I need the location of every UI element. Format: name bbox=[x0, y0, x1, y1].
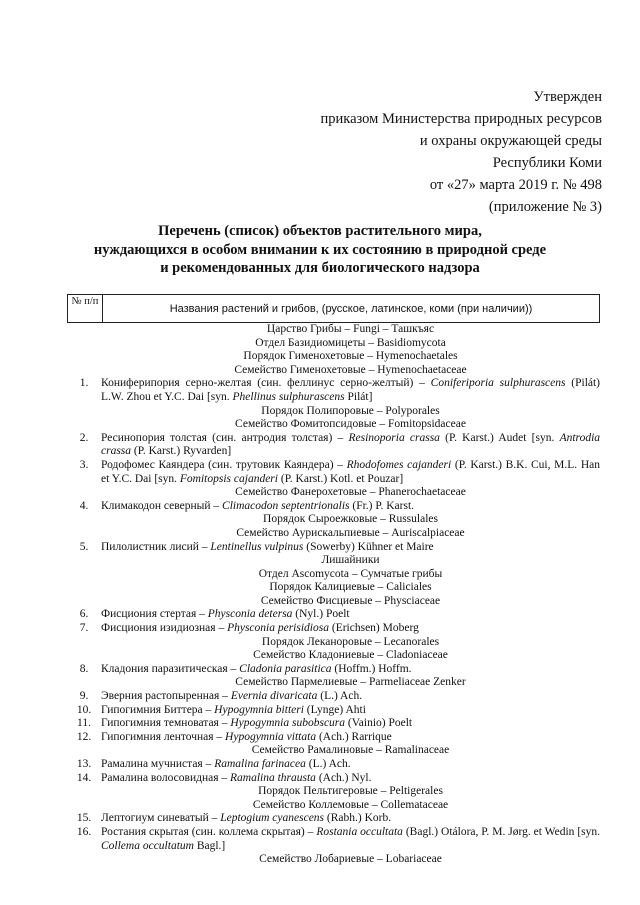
name-text: (Hoffm.) Hoffm. bbox=[331, 662, 412, 675]
species-row bbox=[67, 826, 600, 853]
taxon-group-row bbox=[67, 350, 600, 364]
species-row bbox=[67, 459, 600, 486]
row-number bbox=[67, 405, 101, 419]
row-number: 14. bbox=[76, 771, 92, 784]
latin-name: Ramalina farinacea bbox=[214, 758, 306, 770]
latin-name: Fomitopsis cajanderi bbox=[179, 472, 278, 485]
name-text: Pilát] bbox=[344, 390, 373, 403]
latin-name: Physconia perisidiosa bbox=[227, 622, 329, 635]
approval-line: от «27» марта 2019 г. № 498 bbox=[429, 177, 602, 193]
taxon-group-label bbox=[101, 595, 600, 609]
name-text: Лишайники bbox=[321, 554, 380, 567]
taxon-group-row bbox=[67, 486, 600, 500]
name-text: (Sowerby) Kühner et Maire bbox=[303, 540, 434, 553]
name-text: (Lynge) Ahti bbox=[303, 703, 366, 716]
taxon-group-row bbox=[67, 418, 600, 432]
species-name bbox=[101, 663, 600, 677]
approval-line: приказом Министерства природных ресурсов bbox=[320, 111, 602, 127]
taxon-group-label bbox=[101, 486, 600, 500]
name-text: Семейство Фисциевые – Physciaceae bbox=[260, 594, 441, 607]
taxon-group-label bbox=[101, 527, 600, 541]
name-text: Климакодон северный – bbox=[101, 499, 223, 512]
latin-name: Hypogymnia bitteri bbox=[214, 703, 304, 716]
row-number bbox=[67, 418, 101, 432]
species-name bbox=[101, 812, 600, 826]
taxon-group-label bbox=[101, 418, 600, 432]
name-text: Гипогимния Биттера – bbox=[101, 703, 215, 716]
name-text: (P. Karst.) Ryvarden] bbox=[131, 445, 232, 458]
taxon-group-row bbox=[67, 513, 600, 527]
name-text: Порядок Леканоровые – Lecanorales bbox=[261, 635, 440, 648]
species-name bbox=[101, 608, 600, 622]
name-text: Семейство Коллемовые – Collemataceae bbox=[252, 798, 449, 811]
latin-name: Ramalina thrausta bbox=[230, 771, 316, 784]
row-number: 4. bbox=[79, 499, 89, 512]
approval-line: Утвержден bbox=[533, 89, 602, 105]
title-line: нуждающихся в особом внимании к их состоянию в природной среде bbox=[93, 241, 547, 258]
row-number: 3. bbox=[79, 458, 89, 471]
taxon-group-label bbox=[101, 636, 600, 650]
latin-name: Lentinellus vulpinus bbox=[210, 540, 304, 553]
taxon-group-row bbox=[67, 799, 600, 813]
taxon-group-row bbox=[67, 649, 600, 663]
name-text: (Erichsen) Moberg bbox=[328, 622, 419, 635]
row-number: 11. bbox=[77, 717, 91, 730]
name-text: (P. Karst.) Audet [syn. bbox=[439, 431, 560, 444]
taxon-group-label bbox=[101, 785, 600, 799]
header-number-cell: № п/п bbox=[68, 295, 103, 322]
name-text: Семейство Лобариевые – Lobariaceae bbox=[259, 853, 442, 866]
taxon-group-row bbox=[67, 676, 600, 690]
name-text: Гипогимния темноватая – bbox=[101, 717, 231, 730]
latin-name: Rostania occultata bbox=[316, 825, 403, 838]
species-name bbox=[101, 500, 600, 514]
taxon-group-row bbox=[67, 337, 600, 351]
species-name bbox=[101, 690, 600, 704]
species-list bbox=[67, 323, 600, 867]
approval-line: (приложение № 3) bbox=[488, 199, 602, 215]
latin-name: Collema occultatum bbox=[101, 839, 194, 852]
species-row bbox=[67, 432, 600, 459]
species-name bbox=[101, 541, 600, 555]
row-number bbox=[67, 676, 101, 690]
name-text: Порядок Пельтигеровые – Peltigerales bbox=[258, 785, 443, 798]
species-row bbox=[67, 377, 600, 404]
row-number: 15. bbox=[76, 812, 92, 825]
row-number: 2. bbox=[79, 431, 89, 444]
row-number bbox=[67, 337, 101, 351]
name-text: Фисциония стертая – bbox=[101, 608, 208, 621]
name-text: Рамалина волосовидная – bbox=[101, 771, 230, 784]
name-text: (Bagl.) Otálora, P. M. Jørg. et Wedin [syn. bbox=[402, 825, 600, 838]
species-row bbox=[67, 690, 600, 704]
header-name-cell: Названия растений и грибов, (русское, латинское, коми (при наличии)) bbox=[169, 302, 533, 315]
species-name bbox=[101, 622, 600, 636]
name-text: Родофомес Каяндера (син. трутовик Каяндера) – bbox=[101, 458, 347, 471]
species-row bbox=[67, 663, 600, 677]
species-name bbox=[101, 826, 600, 853]
latin-name: Rhodofomes cajanderi bbox=[346, 458, 452, 471]
approval-line: и охраны окружающей среды bbox=[419, 133, 602, 149]
taxon-group-row bbox=[67, 581, 600, 595]
title-line: Перечень (список) объектов растительного мира, bbox=[158, 223, 482, 239]
row-number: 10. bbox=[76, 703, 92, 716]
species-name bbox=[101, 772, 600, 786]
taxon-group-row bbox=[67, 853, 600, 867]
latin-name: Leptogium cyanescens bbox=[220, 812, 325, 825]
species-row bbox=[67, 758, 600, 772]
name-text: Кладония паразитическая – bbox=[101, 662, 240, 675]
latin-name: Phellinus sulphurascens bbox=[232, 390, 345, 403]
latin-name: Coniferiporia sulphurascens bbox=[430, 377, 566, 390]
taxon-group-label bbox=[101, 513, 600, 527]
name-text: (Vainio) Poelt bbox=[345, 717, 413, 730]
name-text: Семейство Рамалиновые – Ramalinaceae bbox=[251, 744, 450, 757]
name-text: (Rabh.) Korb. bbox=[324, 812, 392, 825]
name-text: Семейство Фанерохетовые – Phanerochaetaceae bbox=[235, 486, 466, 499]
row-number: 6. bbox=[79, 608, 89, 621]
species-row bbox=[67, 541, 600, 555]
row-number bbox=[67, 323, 101, 337]
name-text: Порядок Гименохетовые – Hymenochaetales bbox=[243, 350, 458, 363]
taxon-group-label bbox=[101, 649, 600, 663]
taxon-group-label bbox=[101, 405, 600, 419]
species-name bbox=[101, 758, 600, 772]
species-name bbox=[101, 432, 600, 459]
row-number bbox=[67, 527, 101, 541]
name-text: Семейство Кладониевые – Cladoniaceae bbox=[253, 649, 448, 662]
taxon-group-label bbox=[101, 323, 600, 337]
name-text: Семейство Пармелиевые – Parmeliaceae Zenker bbox=[235, 676, 466, 689]
latin-name: Hypogymnia subobscura bbox=[230, 717, 346, 730]
row-number: 8. bbox=[79, 662, 89, 675]
document-title bbox=[0, 222, 640, 278]
row-number bbox=[67, 554, 101, 568]
taxon-group-label bbox=[101, 676, 600, 690]
species-name bbox=[101, 704, 600, 718]
row-number bbox=[67, 513, 101, 527]
name-text: (Fr.) P. Karst. bbox=[349, 499, 415, 512]
row-number: 9. bbox=[79, 690, 89, 703]
name-text: Семейство Гименохетовые – Hymenochaetaceae bbox=[234, 363, 467, 376]
row-number: 7. bbox=[79, 622, 89, 635]
name-text: Гипогимния ленточная – bbox=[101, 730, 226, 743]
approval-block bbox=[321, 86, 603, 218]
name-text: Ростания скрытая (син. коллема скрытая) – bbox=[101, 825, 317, 838]
taxon-group-label bbox=[101, 744, 600, 758]
name-text: Рамалина мучнистая – bbox=[101, 758, 215, 770]
taxon-group-row bbox=[67, 405, 600, 419]
name-text: Семейство Фомитопсидовые – Fomitopsidaceae bbox=[235, 418, 466, 431]
row-number bbox=[67, 744, 101, 758]
name-text: (L.) Ach. bbox=[317, 690, 363, 703]
taxon-group-label bbox=[101, 364, 600, 378]
taxon-group-row bbox=[67, 323, 600, 337]
species-row bbox=[67, 704, 600, 718]
name-text: Ресинопория толстая (син. антродия толстая) – bbox=[101, 431, 349, 444]
taxon-group-row bbox=[67, 595, 600, 609]
species-row bbox=[67, 812, 600, 826]
name-text: (Pilát) L.W. Zhou et Y.C. Dai [syn. bbox=[101, 377, 601, 403]
species-name bbox=[101, 377, 600, 404]
taxon-group-label bbox=[101, 554, 600, 568]
row-number bbox=[67, 853, 101, 867]
name-text: Царство Грибы – Fungi – Ташкъяс bbox=[266, 323, 435, 335]
taxon-group-row bbox=[67, 554, 600, 568]
species-row bbox=[67, 622, 600, 636]
taxon-group-row bbox=[67, 364, 600, 378]
row-number bbox=[67, 799, 101, 813]
row-number bbox=[67, 350, 101, 364]
species-row bbox=[67, 717, 600, 731]
row-number bbox=[67, 636, 101, 650]
species-name bbox=[101, 717, 600, 731]
species-row bbox=[67, 500, 600, 514]
latin-name: Physconia detersa bbox=[207, 608, 293, 621]
taxon-group-label bbox=[101, 581, 600, 595]
name-text: Кониферипория серно-желтая (син. феллинус серно-желтый) – bbox=[101, 377, 431, 390]
name-text: Семейство Аурискальпиевые – Auriscalpiaceae bbox=[236, 526, 465, 539]
title-line: и рекомендованных для биологического надзора bbox=[160, 260, 480, 276]
species-table-header bbox=[67, 294, 600, 323]
row-number bbox=[67, 649, 101, 663]
name-text: Пилолистник лисий – bbox=[101, 540, 211, 553]
latin-name: Cladonia parasitica bbox=[239, 662, 332, 675]
species-row bbox=[67, 772, 600, 786]
name-text: Отдел Базидиомицеты – Basidiomycota bbox=[255, 336, 446, 349]
row-number bbox=[67, 595, 101, 609]
taxon-group-label bbox=[101, 853, 600, 867]
latin-name: Antrodia crassa bbox=[101, 431, 601, 458]
taxon-group-label bbox=[101, 799, 600, 813]
latin-name: Evernia divaricata bbox=[230, 690, 318, 703]
species-row bbox=[67, 731, 600, 745]
latin-name: Hypogymnia vittata bbox=[225, 730, 317, 743]
taxon-group-label bbox=[101, 568, 600, 582]
species-name bbox=[101, 731, 600, 745]
name-text: Порядок Полипоровые – Polyporales bbox=[261, 404, 440, 417]
row-number bbox=[67, 486, 101, 500]
name-text: (Ach.) Nyl. bbox=[315, 771, 372, 784]
taxon-group-row bbox=[67, 636, 600, 650]
name-text: (L.) Ach. bbox=[305, 758, 351, 770]
taxon-group-row bbox=[67, 785, 600, 799]
row-number: 12. bbox=[76, 730, 92, 743]
taxon-group-row bbox=[67, 527, 600, 541]
name-text: Отдел Ascomycota – Сумчатые грибы bbox=[258, 567, 443, 580]
row-number bbox=[67, 581, 101, 595]
row-number bbox=[67, 364, 101, 378]
name-text: (P. Karst.) Kotl. et Pouzar] bbox=[277, 472, 404, 485]
name-text: (Ach.) Rarrique bbox=[316, 730, 392, 743]
row-number: 5. bbox=[79, 540, 89, 553]
row-number bbox=[67, 568, 101, 582]
row-number bbox=[67, 785, 101, 799]
table-header-row bbox=[67, 294, 600, 323]
name-text: (Nyl.) Poelt bbox=[292, 608, 350, 621]
name-text: Фисциония изидиозная – bbox=[101, 622, 228, 635]
latin-name: Climacodon septentrionalis bbox=[222, 499, 350, 512]
row-number: 1. bbox=[79, 377, 89, 390]
name-text: Лептогиум синеватый – bbox=[101, 812, 221, 825]
taxon-group-label bbox=[101, 350, 600, 364]
latin-name: Resinoporia crassa bbox=[348, 431, 440, 444]
name-text: Bagl.] bbox=[193, 839, 226, 852]
name-text: (P. Karst.) B.K. Cui, M.L. Han et Y.C. Dai [syn. bbox=[101, 458, 600, 485]
name-text: Порядок Калициевые – Caliciales bbox=[269, 581, 432, 594]
taxon-group-row bbox=[67, 568, 600, 582]
approval-line: Республики Коми bbox=[492, 155, 602, 171]
row-number: 16. bbox=[76, 825, 92, 838]
row-number: 13. bbox=[76, 758, 92, 770]
name-text: Эверния растопыренная – bbox=[101, 690, 231, 703]
taxon-group-row bbox=[67, 744, 600, 758]
species-name bbox=[101, 459, 600, 486]
name-text: Порядок Сыроежковые – Russulales bbox=[263, 513, 438, 526]
taxon-group-label bbox=[101, 337, 600, 351]
species-row bbox=[67, 608, 600, 622]
